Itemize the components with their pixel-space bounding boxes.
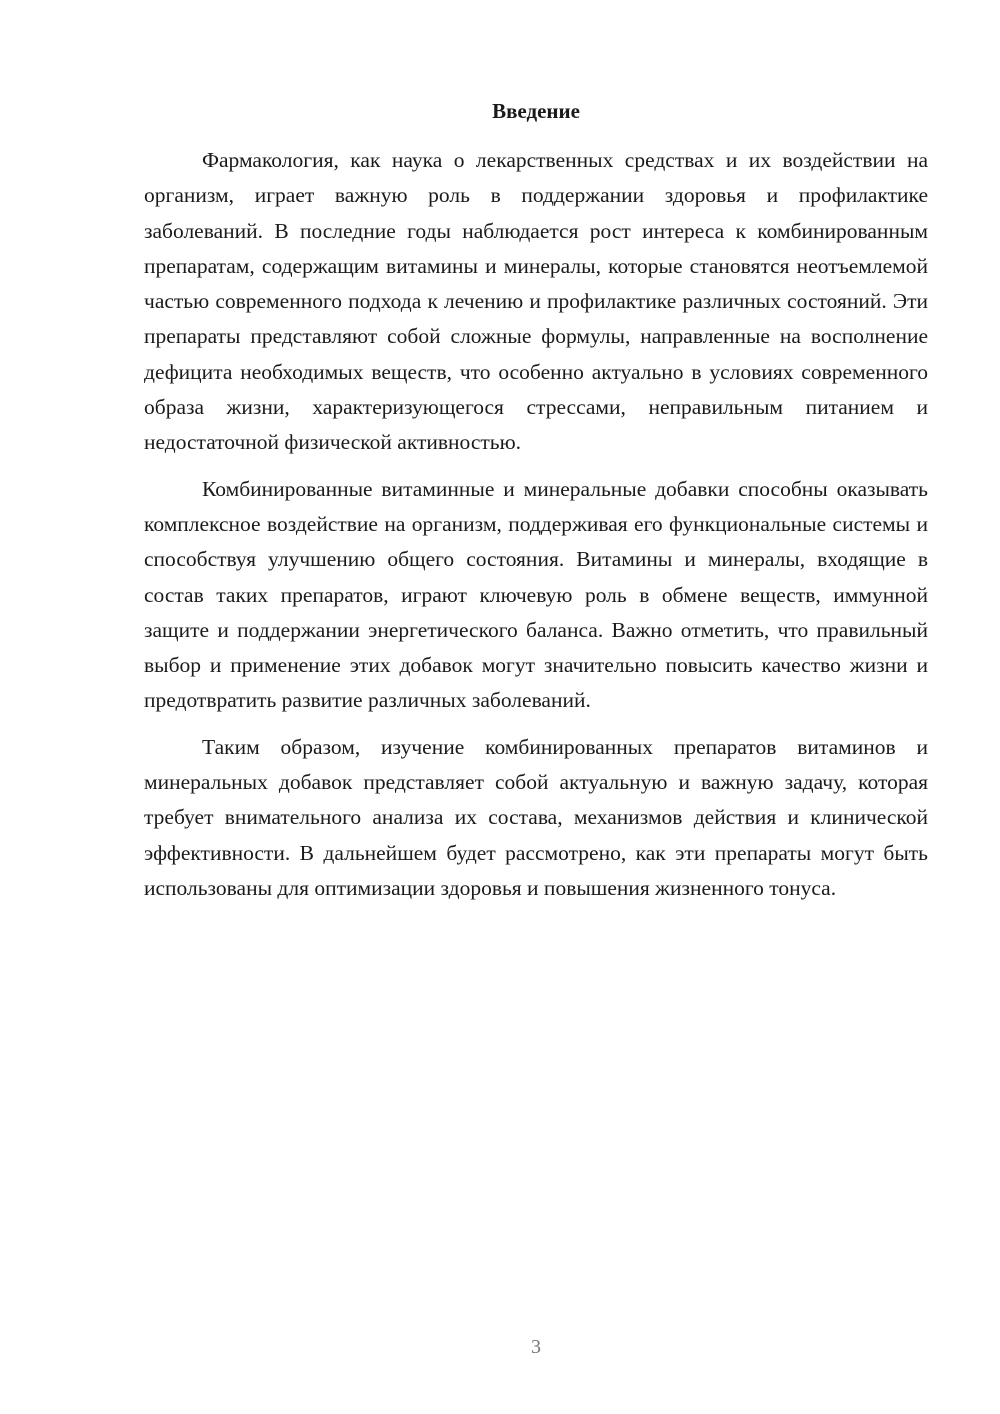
page-number: 3 [531,1336,541,1358]
paragraph-3: Таким образом, изучение комбинированных препаратов витаминов и минеральных добавок представляет собой актуальную и важную задачу, которая требует внимательного анализа их состава, механизмов действия и клинической эффективности. В дальнейшем будет рассмотрено, как эти препараты могут быть использованы для оптимизации здоровья и повышения жизненного тонуса. [144,734,928,900]
document-body [144,143,928,917]
paragraph-1: Фармакология, как наука о лекарственных средствах и их воздействии на организм, играет важную роль в поддержании здоровья и профилактике заболеваний. В последние годы наблюдается рост интереса к комбинированным препаратам, содержащим витамины и минералы, которые становятся неотъемлемой частью современного подхода к лечению и профилактике различных состояний. Эти препараты представляют собой сложные формулы, направленные на восполнение дефицита необходимых веществ, что особенно актуально в условиях современного образа жизни, характеризующегося стрессами, неправильным питанием и недостаточной физической активностью. [144,148,928,455]
paragraph-2: Комбинированные витаминные и минеральные добавки способны оказывать комплексное воздействие на организм, поддерживая его функциональные системы и способствуя улучшению общего состояния. Витамины и минералы, входящие в состав таких препаратов, играют ключевую роль в обмене веществ, иммунной защите и поддержании энергетического баланса. Важно отметить, что правильный выбор и применение этих добавок могут значительно повысить качество жизни и предотвратить развитие различных заболеваний. [144,476,928,713]
section-title: Введение [492,99,580,123]
